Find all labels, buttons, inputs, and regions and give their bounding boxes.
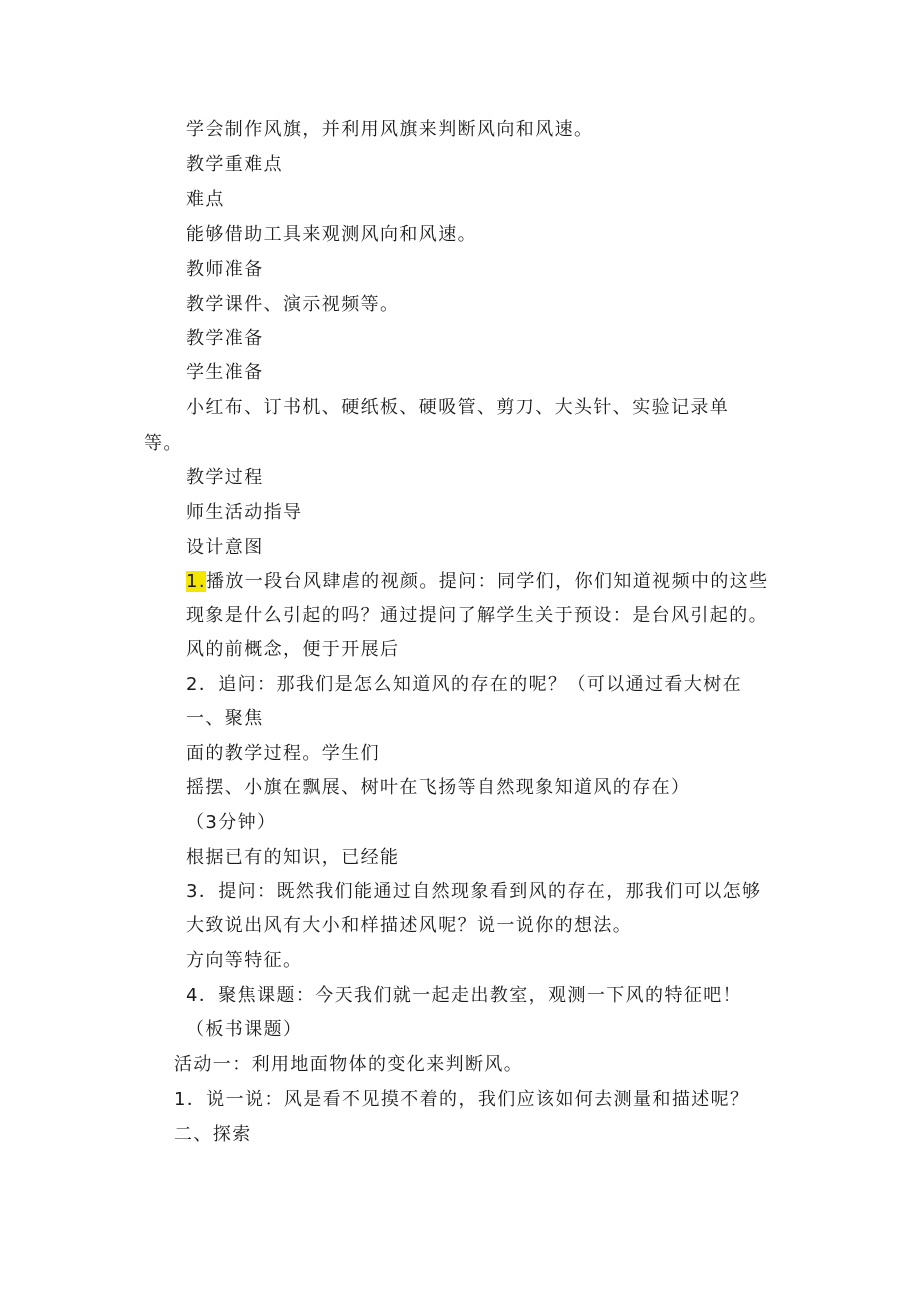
- text-line: 风的前概念，便于开展后: [186, 639, 400, 660]
- text-line: 设计意图: [186, 537, 264, 558]
- text-line: 教师准备: [186, 259, 264, 280]
- text-line: 学生准备: [186, 362, 264, 383]
- text-line: 活动一：利用地面物体的变化来判断风。: [174, 1054, 524, 1075]
- text-line-rest: 播放一段台风肆虐的视颜。提问：同学们，你们知道视频中的这些: [205, 571, 769, 592]
- text-line: 等。: [144, 433, 183, 454]
- text-line: 4．聚焦课题：今天我们就一起走出教室，观测一下风的特征吧！: [186, 985, 743, 1006]
- text-line: 一、聚焦: [186, 708, 264, 729]
- text-line: 方向等特征。: [186, 950, 303, 971]
- text-line: 二、探索: [174, 1124, 252, 1145]
- text-line: （板书课题）: [186, 1019, 303, 1040]
- highlighted-number: 1.: [186, 571, 206, 592]
- text-line: 教学重难点: [186, 154, 283, 175]
- text-line: 教学课件、演示视频等。: [186, 294, 400, 315]
- text-line: 难点: [186, 189, 225, 210]
- text-line: 小红布、订书机、硬纸板、硬吸管、剪刀、大头针、实验记录单: [186, 397, 730, 418]
- text-line: 摇摆、小旗在飘展、树叶在飞扬等自然现象知道风的存在）: [186, 777, 691, 798]
- text-line: 教学准备: [186, 328, 264, 349]
- text-line: 面的教学过程。学生们: [186, 743, 380, 764]
- text-line: 师生活动指导: [186, 502, 303, 523]
- text-line: 3．提问：既然我们能通过自然现象看到风的存在，那我们可以怎够: [186, 881, 762, 902]
- text-line: 1．说一说：风是看不见摸不着的，我们应该如何去测量和描述呢？: [174, 1089, 750, 1110]
- text-line: 能够借助工具来观测风向和风速。: [186, 224, 477, 245]
- text-line: 现象是什么引起的吗？通过提问了解学生关于预设：是台风引起的。: [186, 605, 768, 626]
- text-line: 大致说出风有大小和样描述风呢？说一说你的想法。: [186, 915, 633, 936]
- text-line: 2．追问：那我们是怎么知道风的存在的呢？（可以通过看大树在: [186, 674, 743, 695]
- text-line: 学会制作风旗，并利用风旗来判断风向和风速。: [186, 119, 594, 140]
- text-line: [186, 570, 769, 594]
- text-line: 根据已有的知识，已经能: [186, 847, 400, 868]
- text-line: 教学过程: [186, 467, 264, 488]
- text-line: （3分钟）: [186, 812, 277, 833]
